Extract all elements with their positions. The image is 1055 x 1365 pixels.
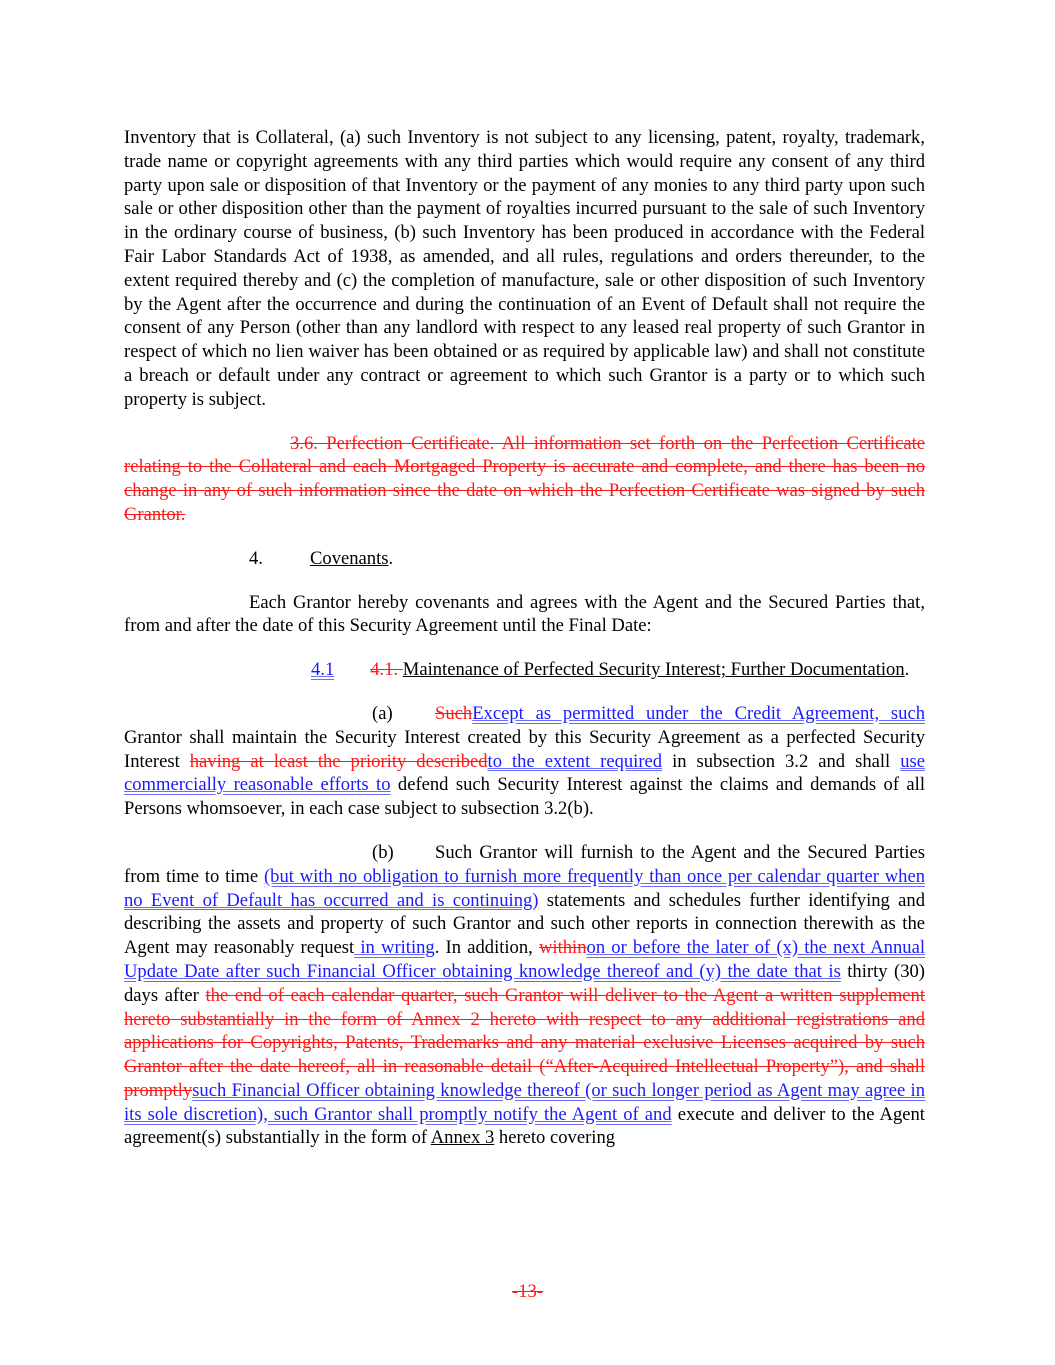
paragraph-b-label: (b) (372, 841, 394, 863)
deletion: the end of each calendar quarter, such Grantor will deliver to the Agent a written supplement hereto substantially in the form of Annex 2 hereto with respect to any additional registrations and applications for Copyrights, Patents, Trademarks and any material exclusive Licenses acquired by such Grantor after the date hereof, all in reasonable detail (“After-Acquired Intellectual Property”), and shall promptly (124, 984, 925, 1101)
insertion: to the extent required (487, 750, 663, 772)
section-4-intro-text: Each Grantor hereby covenants and agrees with the Agent and the Secured Parties that, from and after the date of this Security Agreement until the Final Date: (124, 591, 925, 637)
deletion: within (538, 937, 587, 959)
insertion: on or before the later of (x) the next Annual Update Date after such Financial Officer obtaining knowledge thereof and (y) the date that is (124, 937, 925, 982)
deletion: Such (435, 702, 473, 724)
insertion: Except as permitted under the Credit Agreement, such (472, 702, 925, 724)
section-4-heading (124, 547, 925, 571)
text: defend such Security Interest against the claims and demands of all Persons whomsoever, in each case subject to subsection 3.2(b). (124, 774, 925, 820)
section-4-1-heading (124, 658, 925, 682)
paragraph-inventory: Inventory that is Collateral, (a) such Inventory is not subject to any licensing, patent, royalty, trademark, trade name or copyright agreements with any third parties which would require any consent of any third party upon sale or disposition of that Inventory or the payment of any monies to any third party upon such sale or other disposition other than the payment of royalties incurred pursuant to the sale of such Inventory in the ordinary course of business, (b) such Inventory has been produced in accordance with the Federal Fair Labor Standards Act of 1938, as amended, and all rules, regulations and orders thereunder, to the extent required thereby and (c) the completion of manufacture, sale or other disposition of such Inventory by the Agent after the occurrence and during the continuation of an Event of Default shall not require the consent of any Person (other than any landlord with respect to any leased real property of such Grantor in respect of which no lien waiver has been obtained or as required by applicable law) and shall not constitute a breach or default under any contract or agreement to which such Grantor is a party or to which such property is subject. (124, 127, 925, 410)
page-number: -13- (512, 1281, 543, 1302)
deletion: having at least the priority described (189, 750, 488, 772)
section-4-title: Covenants (310, 547, 389, 569)
section-3-6-deleted (124, 432, 925, 527)
text: hereto covering (494, 1127, 616, 1149)
text: . In addition, (434, 937, 539, 959)
section-4-1-inserted-number: 4.1 (311, 659, 335, 681)
paragraph-b (124, 841, 925, 1150)
text: Grantor shall maintain the Security Interest created by this Security Agreement as a perfected Security Interest (124, 726, 925, 772)
insertion: such Financial Officer obtaining knowledge thereof (or such longer period as Agent may agree in its sole discretion), such Grantor shall promptly notify the Agent of and (124, 1079, 925, 1125)
text: execute and deliver to the Agent agreement(s) substantially in the form of (124, 1103, 925, 1149)
section-4-period: . (388, 547, 394, 569)
annex-3-reference: Annex 3 (430, 1127, 495, 1149)
insertion: in writing (354, 937, 435, 959)
section-3-6-body: All information set forth on the Perfection Certificate relating to the Collateral and each Mortgaged Property is accurate and complete, and there has been no change in any of such information since the date on which the Perfection Certificate was signed by such Grantor. (124, 432, 925, 525)
text: thirty (30) days after (124, 960, 925, 1006)
section-4-1-title: Maintenance of Perfected Security Interest; Further Documentation (402, 659, 905, 681)
section-4-1-deleted-number: 4.1. (370, 659, 403, 681)
section-4-1-period: . (904, 659, 910, 681)
text: statements and schedules further identifying and describing the assets and property of such Grantor and such other reports in connection therewith as the Agent may reasonably request (124, 889, 925, 959)
text: in subsection 3.2 and shall (662, 750, 901, 772)
document-page (124, 126, 925, 1170)
insertion: (but with no obligation to furnish more frequently than once per calendar quarter when no Event of Default has occurred and is continuing) (124, 865, 925, 911)
section-4-number: 4. (249, 547, 263, 569)
paragraph-a (124, 702, 925, 821)
paragraph-a-label: (a) (372, 702, 393, 724)
insertion: use commercially reasonable efforts to (124, 750, 925, 796)
section-4-intro (124, 591, 925, 639)
section-3-6-heading: 3.6. Perfection Certificate. (290, 432, 495, 454)
text: Such Grantor will furnish to the Agent and the Secured Parties from time to time (124, 841, 925, 887)
